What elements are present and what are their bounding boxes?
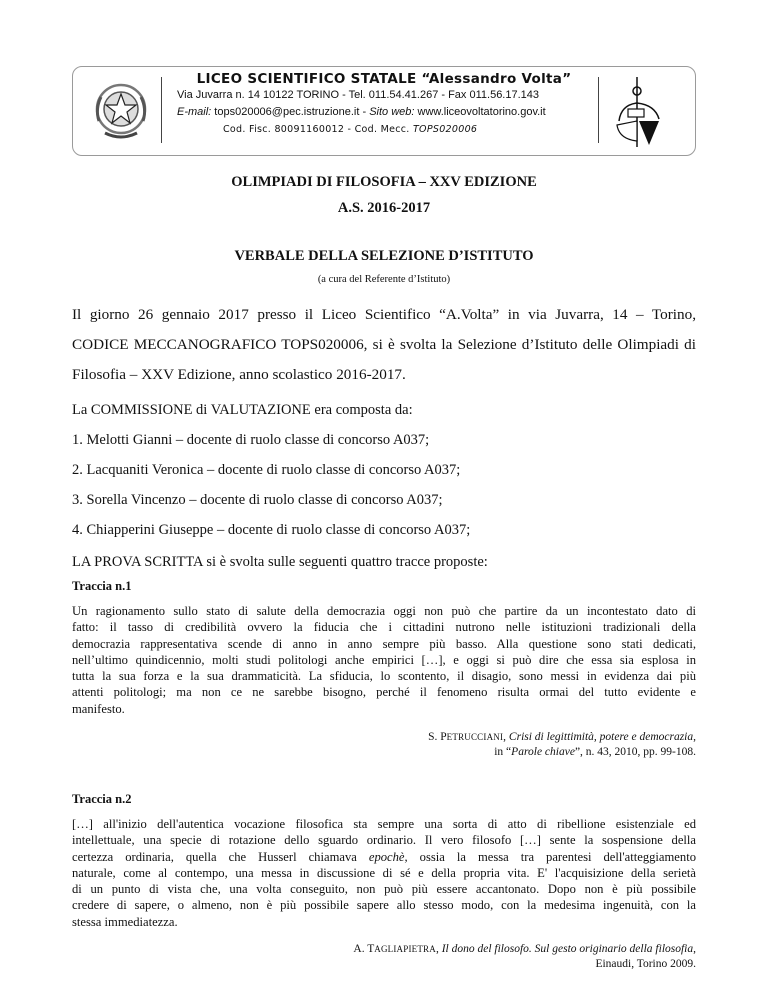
traccia-2-label: Traccia n.2 (72, 792, 132, 806)
report-title: VERBALE DELLA SELEZIONE D’ISTITUTO (234, 248, 534, 264)
commission-member: 2. Lacquaniti Veronica – docente di ruolo classe di concorso A037; (72, 462, 461, 478)
school-info (177, 71, 597, 138)
school-address: Via Juvarra n. 14 10122 TORINO - Tel. 011.54.41.267 - Fax 011.56.17.143 (177, 89, 540, 101)
commission-member: 4. Chiapperini Giuseppe – docente di ruolo classe di concorso A037; (72, 522, 471, 538)
report-subtitle: (a cura del Referente d’Istituto) (317, 274, 451, 285)
school-year: A.S. 2016-2017 (337, 200, 431, 216)
document-title: OLIMPIADI DI FILOSOFIA – XXV EDIZIONE (231, 174, 537, 190)
prova-heading: LA PROVA SCRITTA si è svolta sulle seguenti quattro tracce proposte: (72, 554, 488, 570)
website-link[interactable]: www.liceovoltatorino.gov.it (417, 106, 546, 118)
school-codes: Cod. Fisc. 80091160012 - Cod. Mecc. TOPS020006 (223, 124, 478, 135)
traccia-1-label: Traccia n.1 (72, 579, 132, 593)
mecc-code: TOPS020006 (412, 124, 478, 135)
letterhead (72, 66, 696, 156)
email-link[interactable]: tops020006@pec.istruzione.it (214, 106, 360, 118)
site-label: Sito web: (369, 106, 415, 118)
commission-member: 1. Melotti Gianni – docente di ruolo classe di concorso A037; (72, 432, 430, 448)
intro-paragraph: Il giorno 26 gennaio 2017 presso il Liceo Scientifico “A.Volta” in via Juvarra, 14 – Torino, CODICE MECCANOGRAFICO TOPS020006, si è svolta la Selezione d’Istituto delle Olimpiadi di Filosofia – XXV Edizione, anno scolastico 2016-2017. (72, 306, 696, 383)
traccia-2-citation: A. TAGLIAPIETRA, Il dono del filosofo. Sul gesto originario della filosofia, Einaudi, Torino 2009. (353, 943, 696, 970)
commission-heading: La COMMISSIONE di VALUTAZIONE era composta da: (72, 402, 413, 418)
school-name: LICEO SCIENTIFICO STATALE “Alessandro Volta” (196, 71, 572, 87)
email-label: E-mail: (177, 106, 212, 118)
divider-left (161, 77, 162, 143)
volta-logo-icon (615, 75, 667, 149)
traccia-1-citation: S. PETRUCCIANI, Crisi di legittimità, potere e democrazia, in “Parole chiave”, n. 43, 2010, pp. 99-108. (428, 731, 696, 758)
republic-emblem-icon (91, 79, 151, 143)
divider-right (598, 77, 599, 143)
traccia-1-text: Un ragionamento sullo stato di salute della democrazia oggi non può che partire da un incontestato dato di fatto: il tasso di credibilità ovvero la fiducia che i cittadini nutrono nelle istituzioni tradizionali della democrazia rappresentativa scende di anno in anno sempre più basso. Alla questione sono stati dedicati, nell’ultimo quindicennio, molti studi politologi anche empirici […], e oggi si può dire che essa sia esplosa in tutta la sua forza e la sua drammaticità. La sfiducia, lo scontento, il disagio, sono messi in evidenza dai più attenti politologi; ma non ce ne sarebbe bisogno, perché il fenomeno risulta ormai del tutto evidente e manifesto. (72, 604, 696, 716)
school-contacts: E-mail: tops020006@pec.istruzione.it - Sito web: www.liceovoltatorino.gov.it (177, 106, 546, 118)
commission-member: 3. Sorella Vincenzo – docente di ruolo classe di concorso A037; (72, 492, 443, 508)
traccia-2-text: […] all'inizio dell'autentica vocazione filosofica sta sempre una sorta di atto di ribellione esistenziale ed intellettuale, una specie di rotazione dello sguardo ordinario. Il vero filosofo […] sente la sospensione della certezza ordinaria, quella che Husserl chiamava epochè, ossia la messa tra parentesi dell'atteggiamento naturale, come al contempo, una messa in discussione di sé e della propria vita. E' l'acquisizione della serietà di un punto di vista che, una volta conseguito, non può più essere accantonato. Dopo non è più possibile credere di sapere, o almeno, non è più possibile sapere allo stesso modo, con la medesima ingenuità, con la stessa immediatezza. (72, 817, 696, 929)
